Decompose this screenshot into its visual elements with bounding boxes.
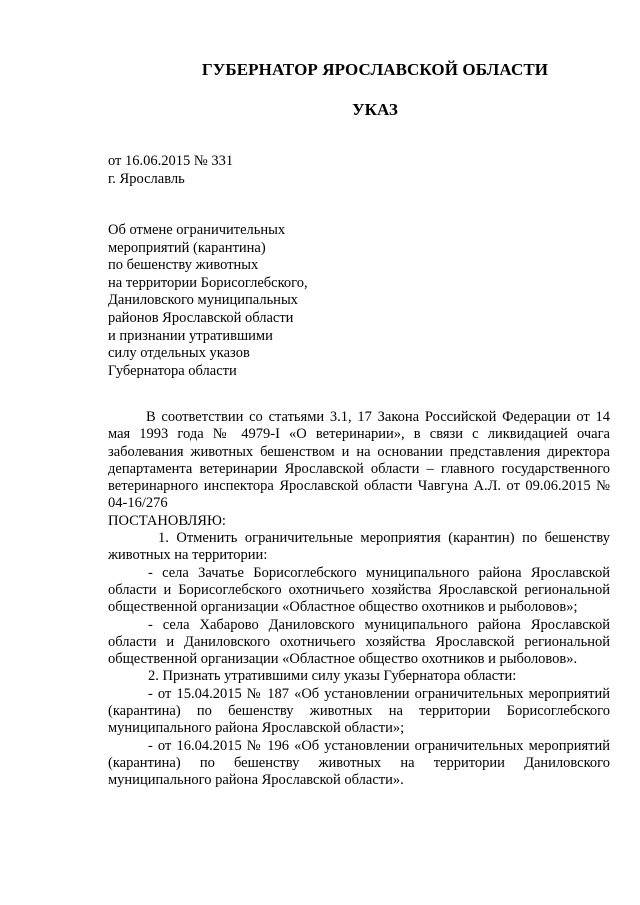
city: г. Ярославль (108, 171, 185, 187)
subject-line: Даниловского муниципальных (108, 292, 298, 309)
item-2-subitem-b: - от 16.04.2015 № 196 «Об установлении ограничительных мероприятий (карантина) по бешенству животных на территории Даниловского муниципального района Ярославской области». (108, 737, 610, 789)
document-meta (108, 152, 233, 188)
item-2: 2. Признать утратившими силу указы Губернатора области: (148, 668, 517, 685)
item-2-subitem-a: - от 15.04.2015 № 187 «Об установлении ограничительных мероприятий (карантина) по бешенству животных на территории Борисоглебского муниципального района Ярославской области»; (108, 685, 610, 737)
subject-line: Губернатора области (108, 362, 237, 379)
item-1: 1. Отменить ограничительные мероприятия (карантин) по бешенству животных на территории: (108, 530, 610, 564)
subject-line: силу отдельных указов (108, 345, 250, 362)
date-number: от 16.06.2015 № 331 (108, 153, 234, 169)
subject-line: на территории Борисоглебского, (108, 274, 308, 291)
subject-line: и признании утратившими (108, 327, 273, 344)
decree-word: ПОСТАНОВЛЯЮ: (108, 512, 226, 529)
issuer-title: ГУБЕРНАТОР ЯРОСЛАВСКОЙ ОБЛАСТИ (201, 60, 549, 79)
item-1-subitem-a: - села Зачатье Борисоглебского муниципального района Ярославской области и Борисоглебского охотничьего хозяйства Ярославской региональной общественной организации «Областное общество охотников и рыболовов»; (108, 564, 610, 616)
subject-line: районов Ярославской области (108, 309, 294, 326)
document-type: УКАЗ (352, 100, 398, 119)
subject-line: по бешенству животных (108, 257, 259, 274)
subject-line: мероприятий (карантина) (108, 239, 266, 256)
document-subject (108, 222, 308, 380)
item-1-subitem-b: - села Хабарово Даниловского муниципального района Ярославской области и Даниловского охотничьего хозяйства Ярославской региональной общественной организации «Областное общество охотников и рыболовов». (108, 616, 610, 668)
document-body (108, 409, 610, 790)
subject-line: Об отмене ограничительных (108, 222, 286, 238)
preamble-paragraph: В соответствии со статьями 3.1, 17 Закона Российской Федерации от 14 мая 1993 года № 4979-I «О ветеринарии», в связи с ликвидацией очага заболевания животных бешенством и на основании представления директора департамента ветеринарии Ярославской области – главного государственного ветеринарного инспектора Ярославской области Чавгуна А.Л. от 09.06.2015 № 04-16/276 (108, 409, 610, 512)
